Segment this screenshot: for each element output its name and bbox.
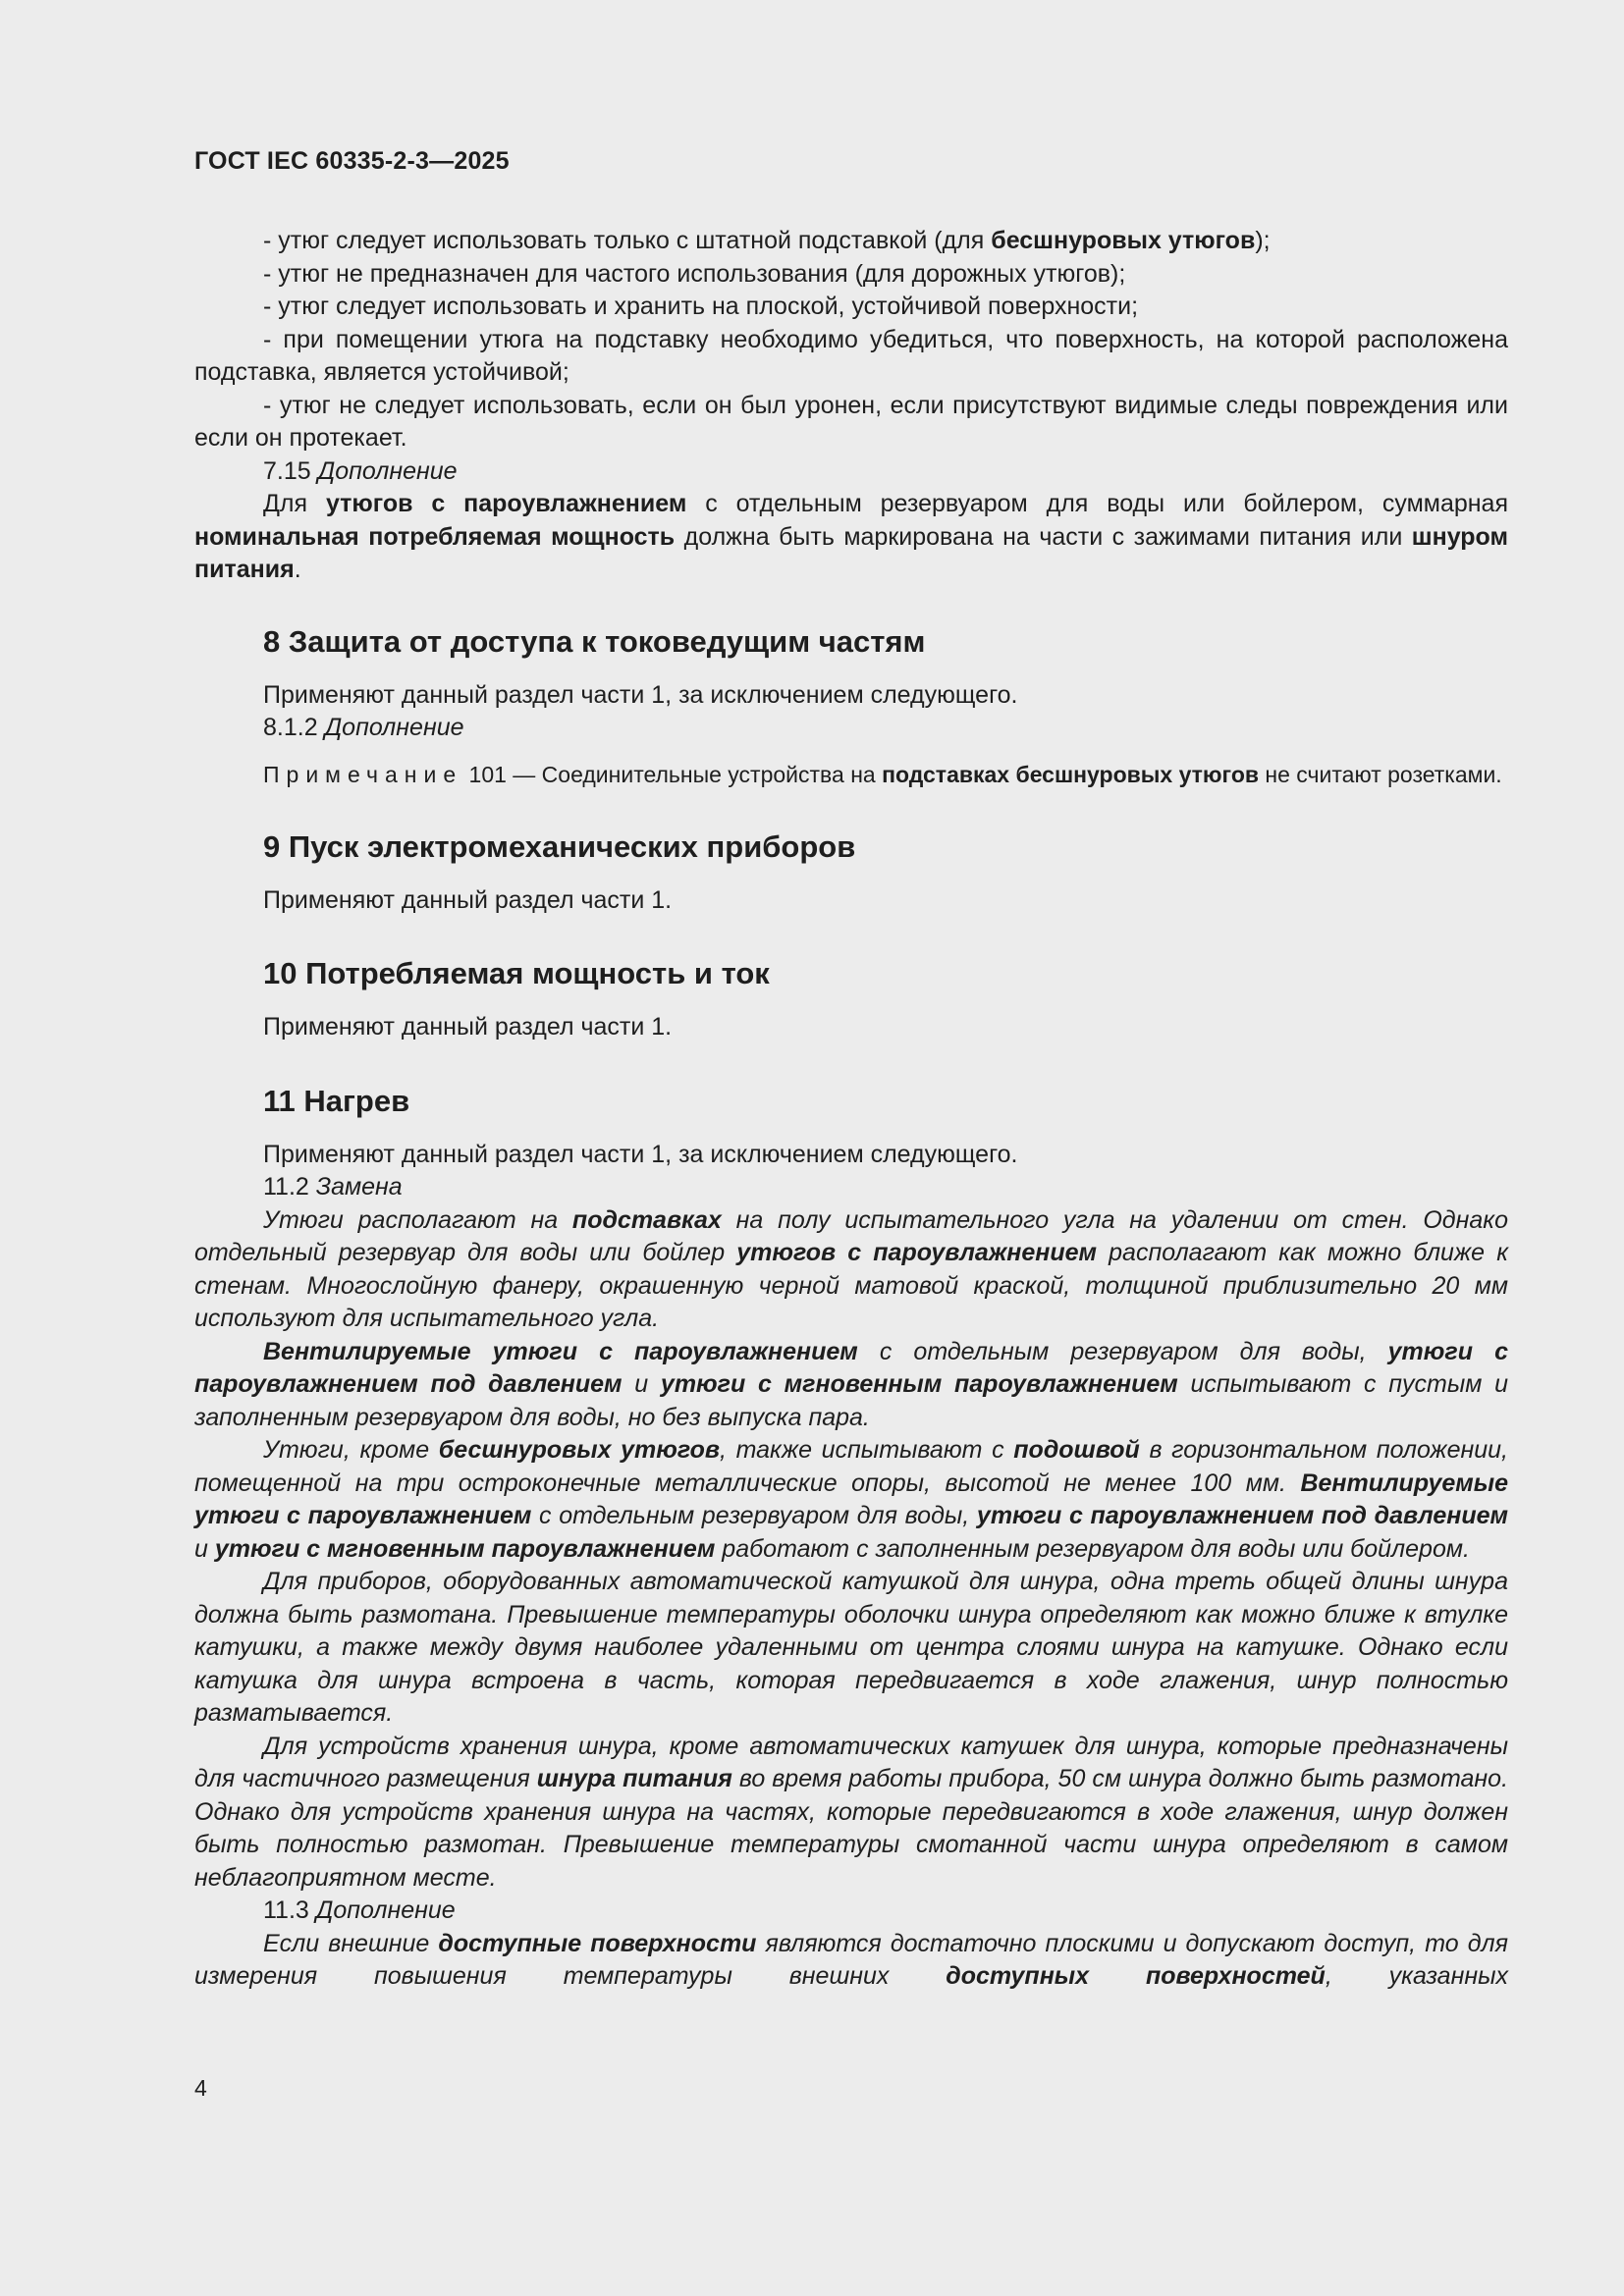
- document-header: ГОСТ IEC 60335-2-3—2025: [194, 147, 510, 175]
- section-8-intro: Применяют данный раздел части 1, за исключением следующего.: [263, 680, 1018, 709]
- list-item: - при помещении утюга на подставку необходимо убедиться, что поверхность, на которой расположена подставка, является устойчивой;: [194, 325, 1508, 386]
- section-10-heading: 10 Потребляемая мощность и ток: [263, 956, 770, 990]
- clause-7-15-text: Для утюгов с пароувлажнением с отдельным резервуаром для воды или бойлером, суммарная номинальная потребляемая мощность должна быть маркирована на части с зажимами питания или шнуром питания.: [194, 490, 1508, 583]
- page-content: [194, 225, 1508, 1994]
- page-number: 4: [194, 2075, 207, 2101]
- clause-7-15-title: 7.15 Дополнение: [263, 456, 458, 485]
- warning-list: [194, 225, 1508, 455]
- list-item: - утюг не следует использовать, если он был уронен, если присутствуют видимые следы повреждения или если он протекает.: [194, 391, 1508, 452]
- list-item: - утюг не предназначен для частого использования (для дорожных утюгов);: [263, 259, 1126, 288]
- section-11-intro: Применяют данный раздел части 1, за исключением следующего.: [263, 1140, 1018, 1168]
- section-10-text: Применяют данный раздел части 1.: [263, 1013, 673, 1041]
- list-item: - утюг следует использовать только с штатной подставкой (для бесшнуровых утюгов);: [263, 227, 1271, 254]
- clause-11-2-para-3: Утюги, кроме бесшнуровых утюгов, также испытывают с подошвой в горизонтальном положении, помещенной на три остроконечные металлические опоры, высотой не менее 100 мм. Вентилируемые утюги с пароувлажнением с отдельным резервуаром для воды, утюги с пароувлажнением под давлением и утюги с мгновенным пароувлажнением работают с заполненным резервуаром для воды или бойлером.: [194, 1436, 1508, 1563]
- clause-11-2-title: 11.2 Замена: [263, 1173, 403, 1201]
- clause-11-2-para-4: Для приборов, оборудованных автоматической катушкой для шнура, одна треть общей длины шнура должна быть размотана. Превышение температуры оболочки шнура определяют как можно ближе к втулке катушки, а также между двумя наиболее удаленными от центра слоями шнура на катушке. Однако если катушка для шнура встроена в часть, которая передвигается в ходе глажения, шнур полностью разматывается.: [194, 1568, 1508, 1727]
- clause-11-2-para-5: Для устройств хранения шнура, кроме автоматических катушек для шнура, которые предназначены для частичного размещения шнура питания во время работы прибора, 50 см шнура должно быть размотано. Однако для устройств хранения шнура на частях, которые передвигаются в ходе глажения, шнур должен быть полностью размотан. Превышение температуры смотанной части шнура определяют в самом неблагоприятном месте.: [194, 1732, 1509, 1892]
- section-9-heading: 9 Пуск электромеханических приборов: [263, 828, 856, 864]
- clause-11-2-para-1: Утюги располагают на подставках на полу испытательного угла на удалении от стен. Однако отдельный резервуар для воды или бойлер утюгов с пароувлажнением располагают как можно ближе к стенам. Многослойную фанеру, окрашенную черной матовой краской, толщиной приблизительно 20 мм используют для испытательного угла.: [194, 1205, 1508, 1332]
- section-9-text: Применяют данный раздел части 1.: [263, 885, 673, 914]
- clause-11-2-para-2: Вентилируемые утюги с пароувлажнением с отдельным резервуаром для воды, утюги с пароувлажнением под давлением и утюги с мгновенным пароувлажнением испытывают с пустым и заполненным резервуаром для воды, но без выпуска пара.: [194, 1337, 1508, 1431]
- clause-11-3-para-1: Если внешние доступные поверхности являются достаточно плоскими и допускают доступ, то для измерения повышения температуры внешних доступных поверхностей, указанных: [194, 1929, 1508, 1990]
- section-11-heading: 11 Нагрев: [263, 1083, 410, 1118]
- note-101: Примечание 101 — Соединительные устройства на подставках бесшнуровых утюгов не считают розетками.: [263, 761, 1502, 787]
- clause-8-1-2-title: 8.1.2 Дополнение: [263, 714, 464, 741]
- section-8-heading: 8 Защита от доступа к токоведущим частям: [263, 623, 926, 659]
- list-item: - утюг следует использовать и хранить на плоской, устойчивой поверхности;: [263, 293, 1139, 320]
- clause-11-3-title: 11.3 Дополнение: [263, 1896, 456, 1924]
